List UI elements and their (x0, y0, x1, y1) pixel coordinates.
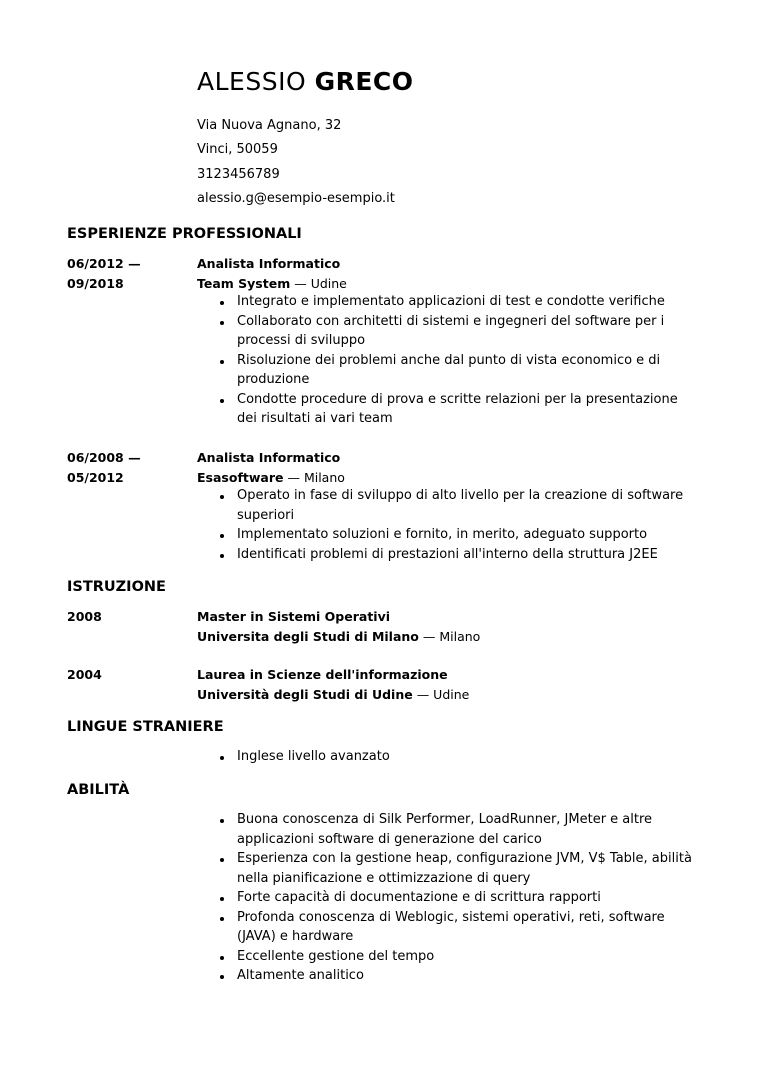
degree-title: Master in Sistemi Operativi (197, 609, 391, 624)
school (197, 685, 717, 705)
separator: — (418, 628, 440, 644)
experience-entry (197, 448, 717, 487)
date-end: 09/2018 (67, 275, 124, 291)
job-company (197, 468, 717, 488)
separator: — (283, 469, 304, 485)
section-title-experience: ESPERIENZE PROFESSIONALI (67, 226, 302, 242)
separator: — (412, 686, 434, 702)
languages-list (219, 747, 699, 767)
company-name: Team System (197, 275, 291, 291)
list-item: Esperienza con la gestione heap, configurazione JVM, V$ Table, abilità nella pianificazione e ottimizzazione di query (219, 849, 699, 888)
education-entry (197, 607, 717, 646)
experience-date (67, 254, 141, 293)
school-name: Università degli Studi di Udine (197, 686, 413, 702)
experience-entry (197, 254, 717, 293)
list-item: Condotte procedure di prova e scritte relazioni per la presentazione dei risultati ai vari team (219, 390, 699, 429)
experience-bullets (219, 486, 699, 564)
company-location: Milano (303, 469, 345, 485)
degree-title: Laurea in Scienze dell'informazione (197, 667, 448, 682)
date-start: 06/2012 — (67, 256, 141, 271)
school-name: Universita degli Studi di Milano (197, 628, 419, 644)
section-title-education: ISTRUZIONE (67, 579, 166, 595)
first-name: ALESSIO (197, 67, 307, 96)
city: Vinci, 50059 (197, 142, 278, 158)
list-item: Risoluzione dei problemi anche dal punto di vista economico e di produzione (219, 351, 699, 390)
school (197, 627, 717, 647)
skills-list (219, 810, 699, 986)
separator: — (290, 275, 311, 291)
list-item: Implementato soluzioni e fornito, in merito, adeguato supporto (219, 525, 699, 545)
section-title-skills: ABILITÀ (67, 782, 130, 798)
list-item: Buona conoscenza di Silk Performer, LoadRunner, JMeter e altre applicazioni software di generazione del carico (219, 810, 699, 849)
education-year: 2008 (67, 609, 102, 624)
list-item: Integrato e implementato applicazioni di test e condotte verifiche (219, 292, 699, 312)
job-company (197, 274, 717, 294)
education-entry (197, 665, 717, 704)
list-item: Identificati problemi di prestazioni all'interno della struttura J2EE (219, 545, 699, 565)
list-item: Collaborato con architetti di sistemi e ingegneri del software per i processi di sviluppo (219, 312, 699, 351)
list-item: Altamente analitico (219, 966, 699, 986)
last-name: GRECO (314, 67, 414, 96)
experience-date (67, 448, 141, 487)
candidate-name (197, 64, 414, 100)
email: alessio.g@esempio-esempio.it (197, 190, 395, 206)
job-title: Analista Informatico (197, 450, 341, 465)
address: Via Nuova Agnano, 32 (197, 118, 342, 133)
experience-bullets (219, 292, 699, 429)
phone: 3123456789 (197, 166, 280, 182)
school-location: Udine (433, 686, 470, 702)
job-title: Analista Informatico (197, 256, 341, 271)
company-location: Udine (310, 275, 347, 291)
school-location: Milano (439, 628, 481, 644)
contact-block (197, 114, 395, 211)
list-item: Eccellente gestione del tempo (219, 947, 699, 967)
date-start: 06/2008 — (67, 450, 141, 465)
list-item: Forte capacità di documentazione e di scrittura rapporti (219, 888, 699, 908)
education-year: 2004 (67, 667, 102, 682)
list-item: Operato in fase di sviluppo di alto livello per la creazione di software superiori (219, 486, 699, 525)
list-item: Profonda conoscenza di Weblogic, sistemi operativi, reti, software (JAVA) e hardware (219, 908, 699, 947)
section-title-languages: LINGUE STRANIERE (67, 719, 224, 735)
company-name: Esasoftware (197, 469, 284, 485)
list-item: Inglese livello avanzato (219, 747, 699, 767)
date-end: 05/2012 (67, 469, 124, 485)
